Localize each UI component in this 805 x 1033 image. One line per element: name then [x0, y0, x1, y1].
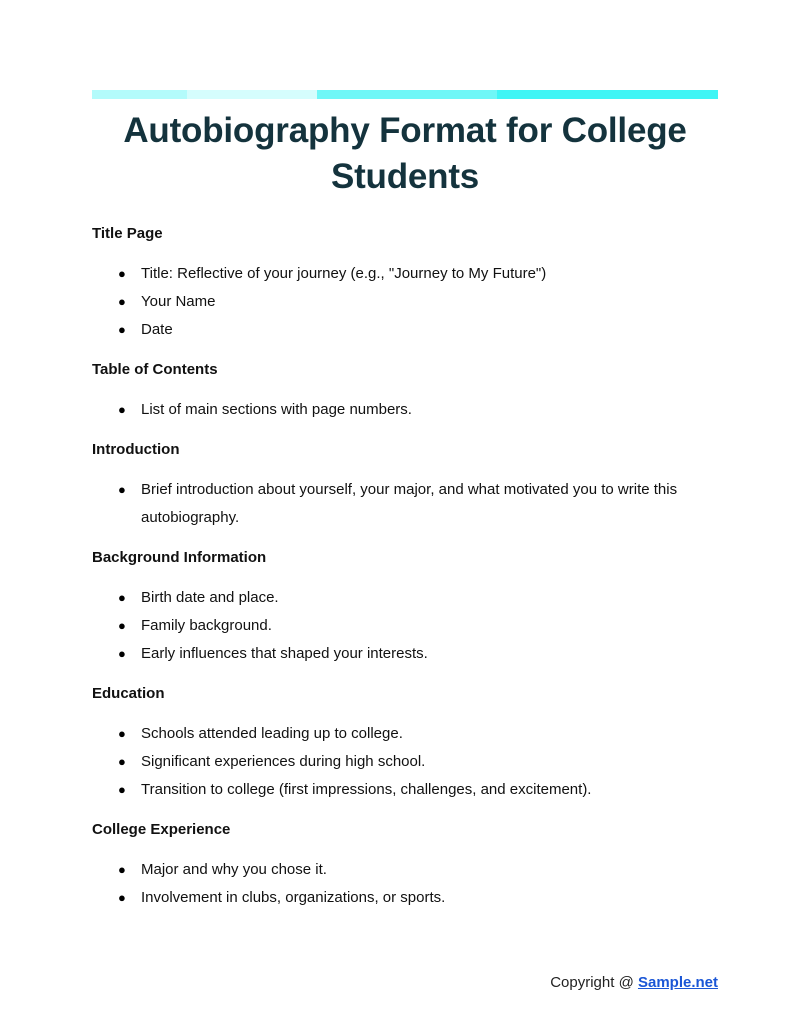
- bullet-dot-icon: ●: [118, 402, 126, 417]
- list-item-text: Your Name: [141, 293, 216, 310]
- list-item-text: Date: [141, 321, 173, 338]
- section-heading: Introduction: [92, 441, 180, 458]
- page-title: Autobiography Format for College Students: [123, 111, 687, 196]
- accent-bar-segment-4: [497, 90, 718, 99]
- accent-bar-segment-3: [317, 90, 497, 99]
- list-item: [92, 640, 718, 668]
- list-item: [92, 316, 718, 344]
- document-body: [92, 224, 718, 928]
- section-heading: College Experience: [92, 821, 231, 838]
- list-item-text: Birth date and place.: [141, 589, 279, 606]
- section: [92, 224, 718, 360]
- bullet-dot-icon: ●: [118, 646, 126, 661]
- bullet-dot-icon: ●: [118, 294, 126, 309]
- list-item: [92, 476, 718, 532]
- spacer: [92, 424, 718, 440]
- bullet-dot-icon: ●: [118, 322, 126, 337]
- section-heading: Table of Contents: [92, 361, 218, 378]
- list-item-text: Major and why you chose it.: [141, 861, 327, 878]
- bullet-dot-icon: ●: [118, 726, 126, 741]
- list-item: [92, 748, 718, 776]
- list-item-text: Title: Reflective of your journey (e.g., "Journey to My Future"): [141, 265, 547, 282]
- list-item: [92, 396, 718, 424]
- list-item-text: Involvement in clubs, organizations, or sports.: [141, 889, 446, 906]
- list-item: [92, 884, 718, 912]
- bullet-list: [92, 856, 718, 912]
- bullet-dot-icon: ●: [118, 890, 126, 905]
- section-heading: Background Information: [92, 549, 267, 566]
- spacer: [92, 804, 718, 820]
- spacer: [92, 912, 718, 928]
- spacer: [92, 568, 718, 584]
- list-item: [92, 856, 718, 884]
- footer-copyright-text: Copyright @: [550, 974, 634, 991]
- section: [92, 684, 718, 820]
- list-item-text: List of main sections with page numbers.: [141, 401, 412, 418]
- bullet-dot-icon: ●: [118, 862, 126, 877]
- bullet-list: [92, 720, 718, 804]
- section-heading: Education: [92, 685, 165, 702]
- list-item-text: Brief introduction about yourself, your major, and what motivated you to write this autobiography.: [141, 481, 678, 526]
- footer: [92, 972, 718, 994]
- bullet-list: [92, 260, 718, 344]
- accent-bar-segment-2: [187, 90, 317, 99]
- section: [92, 820, 718, 928]
- section: [92, 360, 718, 440]
- list-item-text: Schools attended leading up to college.: [141, 725, 403, 742]
- bullet-dot-icon: ●: [118, 482, 126, 497]
- bullet-dot-icon: ●: [118, 266, 126, 281]
- spacer: [92, 668, 718, 684]
- bullet-dot-icon: ●: [118, 590, 126, 605]
- list-item-text: Family background.: [141, 617, 272, 634]
- bullet-dot-icon: ●: [118, 754, 126, 769]
- section-heading: Title Page: [92, 225, 163, 242]
- list-item: [92, 584, 718, 612]
- spacer: [92, 244, 718, 260]
- spacer: [92, 704, 718, 720]
- accent-bar-segment-1: [92, 90, 187, 99]
- bullet-list: [92, 396, 718, 424]
- bullet-list: [92, 584, 718, 668]
- bullet-dot-icon: ●: [118, 618, 126, 633]
- spacer: [92, 840, 718, 856]
- list-item: [92, 612, 718, 640]
- list-item-text: Early influences that shaped your interests.: [141, 645, 428, 662]
- list-item-text: Transition to college (first impressions, challenges, and excitement).: [141, 781, 592, 798]
- section: [92, 440, 718, 548]
- list-item: [92, 288, 718, 316]
- spacer: [92, 532, 718, 548]
- spacer: [92, 344, 718, 360]
- list-item-text: Significant experiences during high school.: [141, 753, 426, 770]
- spacer: [92, 380, 718, 396]
- bullet-list: [92, 476, 718, 532]
- list-item: [92, 720, 718, 748]
- list-item: [92, 776, 718, 804]
- bullet-dot-icon: ●: [118, 782, 126, 797]
- header-accent-bar: [92, 90, 718, 99]
- list-item: [92, 260, 718, 288]
- section: [92, 548, 718, 684]
- spacer: [92, 460, 718, 476]
- footer-sample-net-link[interactable]: Sample.net: [637, 974, 718, 991]
